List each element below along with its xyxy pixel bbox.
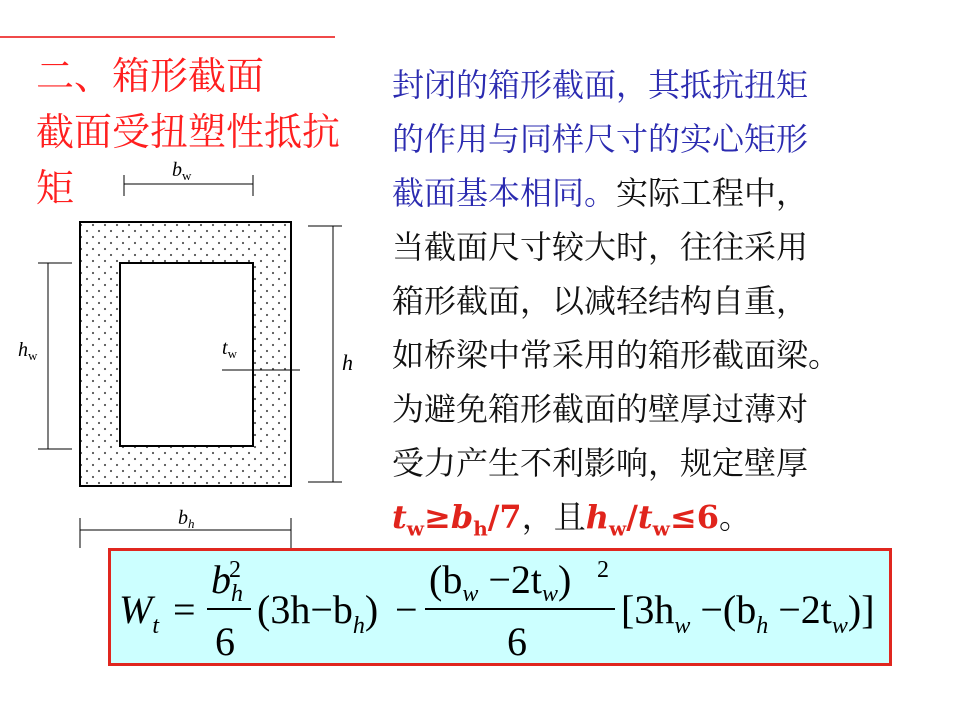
body-line-mixed	[392, 166, 952, 220]
cond-and: ，且	[521, 498, 586, 536]
cond-h-sub: w	[608, 516, 627, 541]
cond-t2: t	[637, 498, 653, 536]
body-line-part: 截面基本相同。	[392, 174, 617, 212]
cond-t2-sub: w	[652, 516, 670, 541]
torsion-formula-box	[108, 548, 892, 666]
cond-b: b	[450, 498, 474, 536]
cond-div7: /7	[487, 498, 522, 536]
formula-bracket: $[3h_w -(b_h -2t_w)]$	[621, 587, 875, 639]
body-line-part: 实际工程中，	[616, 174, 809, 212]
cond-slash: /	[626, 498, 638, 536]
body-paragraph	[392, 58, 952, 555]
body-line: 当截面尺寸较大时，往往采用	[392, 228, 809, 266]
cond-end: 。	[718, 498, 751, 536]
formula-frac1-num: $b_h$	[211, 557, 243, 607]
formula-term1: $(3h-b_h)$	[257, 587, 379, 639]
cond-b-sub: h	[473, 516, 488, 541]
body-line: 的作用与同样尺寸的实心矩形	[392, 120, 809, 158]
body-line: 受力产生不利影响，规定壁厚	[392, 444, 809, 482]
body-line: 封闭的箱形截面，其抵抗扭矩	[392, 66, 809, 104]
formula-W: $W_t$	[119, 587, 159, 639]
label-bw: $b_w$	[172, 159, 192, 183]
formula-frac2-den: 6	[507, 619, 527, 663]
title-line-2: 截面受扭塑性抵抗	[36, 110, 341, 154]
torsion-formula	[111, 551, 889, 663]
label-bh: $b_h$	[178, 507, 195, 531]
wall-thickness-condition	[392, 490, 952, 555]
cond-ge: ≥	[424, 498, 451, 536]
title-line-3: 矩	[36, 166, 75, 210]
formula-frac2-num: $(b_w -2t_w)$	[429, 557, 572, 607]
formula-sq: 2	[229, 557, 241, 583]
formula-frac1-den: 6	[215, 619, 235, 663]
title-line-1: 二、箱形截面	[36, 54, 265, 98]
formula-sq2: 2	[597, 557, 609, 583]
body-line: 如桥梁中常采用的箱形截面梁。	[392, 336, 841, 374]
cond-t: t	[392, 498, 407, 536]
cond-h: h	[585, 498, 609, 536]
body-line: 为避免箱形截面的壁厚过薄对	[392, 390, 809, 428]
cond-le6: ≤6	[669, 498, 719, 536]
label-h: h	[342, 350, 353, 375]
cond-t-sub: w	[406, 516, 424, 541]
formula-minus: −	[395, 587, 418, 632]
label-hw: $h_w$	[18, 339, 38, 363]
body-line: 箱形截面，以减轻结构自重，	[392, 282, 809, 320]
box-section-diagram	[0, 150, 390, 550]
label-tw: $t_w$	[222, 337, 237, 361]
formula-eq: =	[173, 587, 196, 632]
title-rule	[0, 36, 335, 38]
